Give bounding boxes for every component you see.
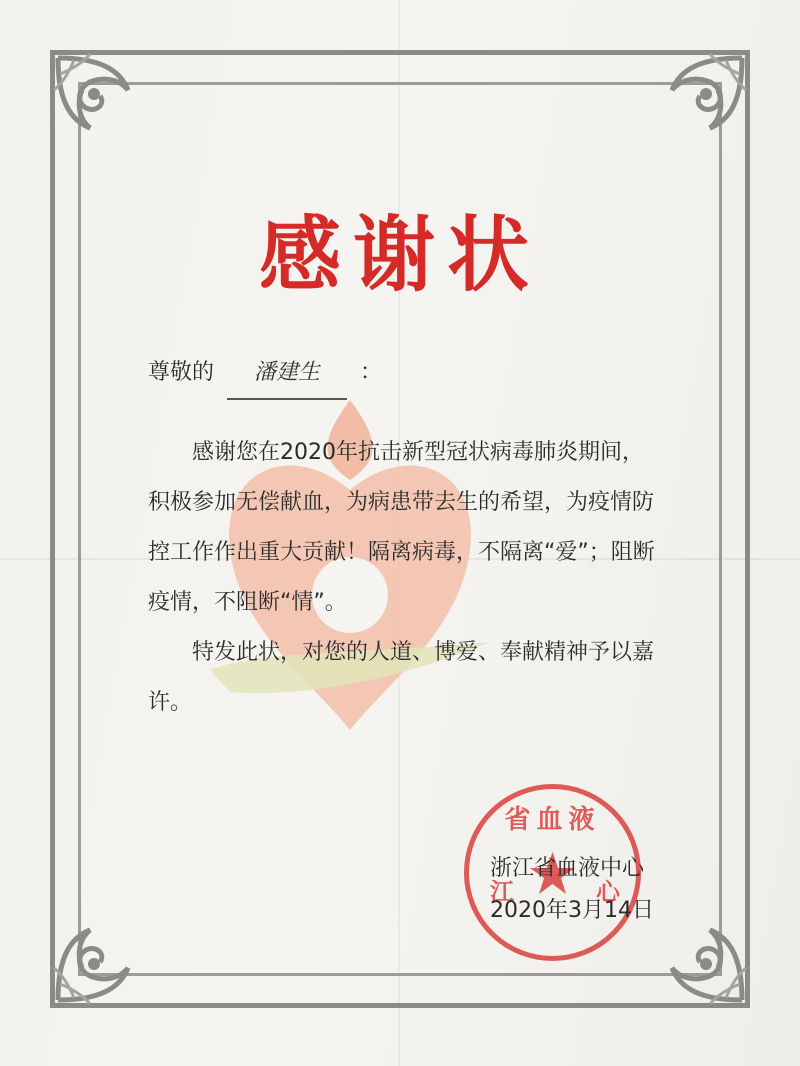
issue-date: 2020年3月14日	[490, 898, 654, 923]
corner-ornament-icon	[50, 878, 180, 1008]
certificate-body-paragraph: 感谢您在2020年抗击新型冠状病毒肺炎期间，积极参加无偿献血，为病患带去生的希望，为疫情防控工作作出重大贡献！隔离病毒，不隔离“爱”；阻断疫情，不阻断“情”。	[148, 440, 655, 615]
issuing-organization: 浙江省血液中心	[490, 856, 645, 881]
certificate-closing-paragraph: 特发此状，对您的人道、博爱、奉献精神予以嘉许。	[148, 640, 655, 715]
corner-ornament-icon	[50, 50, 180, 180]
svg-text:江: 江	[490, 877, 514, 906]
salutation-suffix: ：	[360, 360, 383, 385]
salutation-prefix: 尊敬的	[148, 360, 215, 385]
salutation-line	[148, 348, 382, 400]
svg-text:心: 心	[596, 877, 620, 906]
signature-block	[490, 848, 690, 932]
corner-ornament-icon	[620, 50, 750, 180]
recipient-name: 潘建生	[227, 348, 347, 400]
certificate-title: 感谢状	[258, 207, 541, 303]
svg-text:省血液: 省血液	[504, 805, 601, 835]
